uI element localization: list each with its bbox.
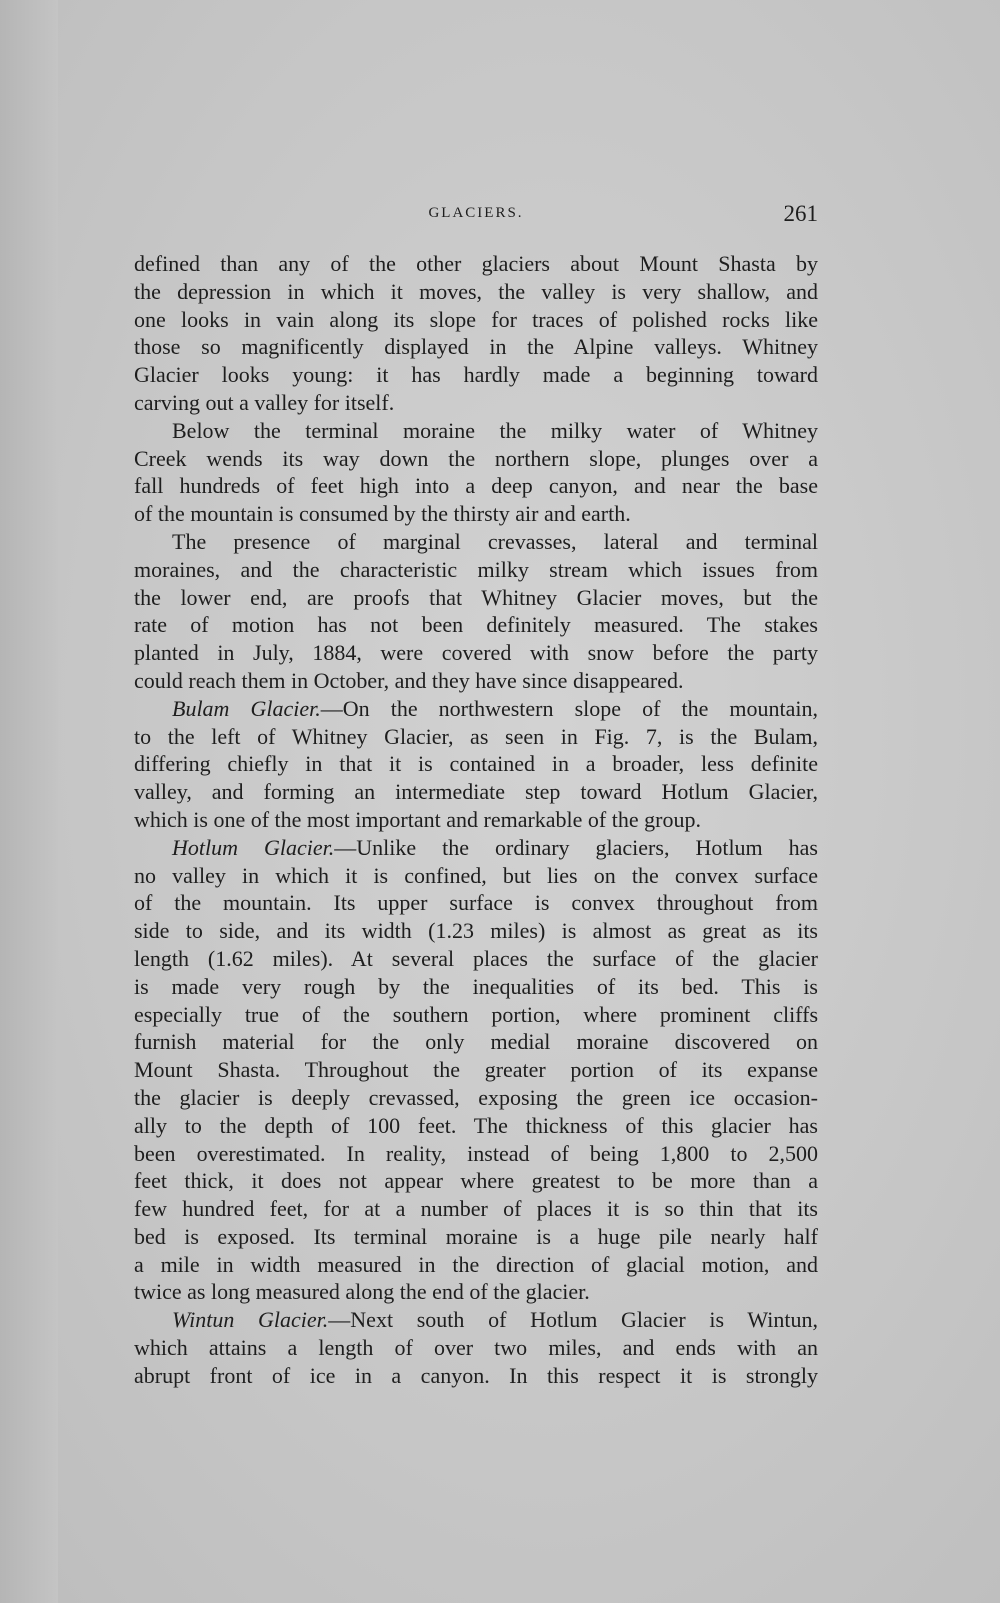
text-line: been overestimated. In reality, instead of being 1,800 to 2,500 — [134, 1140, 818, 1166]
text-line: which attains a length of over two miles, and ends with an — [134, 1335, 818, 1361]
paragraph-start-line: Below the terminal moraine the milky water of Whitney — [172, 417, 818, 443]
text-line: carving out a valley for itself. — [134, 389, 395, 415]
text-line: to the left of Whitney Glacier, as seen in Fig. 7, is the Bulam, — [134, 723, 818, 749]
text-line: especially true of the southern portion, where prominent cliffs — [134, 1001, 818, 1027]
text-line: furnish material for the only medial moraine discovered on — [134, 1029, 818, 1055]
text-line: the glacier is deeply crevassed, exposing the green ice occasion- — [134, 1084, 818, 1110]
text-line: moraines, and the characteristic milky stream which issues from — [134, 556, 818, 582]
text-line: ally to the depth of 100 feet. The thickness of this glacier has — [134, 1112, 818, 1138]
paragraph-start-line: Hotlum Glacier.—Unlike the ordinary glaciers, Hotlum has — [172, 834, 818, 860]
text-line: which is one of the most important and remarkable of the group. — [134, 806, 701, 832]
paragraph-start-line: The presence of marginal crevasses, lateral and terminal — [172, 528, 818, 554]
text-line: those so magnificently displayed in the Alpine valleys. Whitney — [134, 334, 818, 360]
text-line: is made very rough by the inequalities of its bed. This is — [134, 973, 818, 999]
text-line: length (1.62 miles). At several places the surface of the glacier — [134, 945, 818, 971]
text-line: Mount Shasta. Throughout the greater portion of its expanse — [134, 1057, 818, 1083]
text-line: of the mountain. Its upper surface is convex throughout from — [134, 890, 818, 916]
text-line: feet thick, it does not appear where greatest to be more than a — [134, 1168, 818, 1194]
text-line: valley, and forming an intermediate step toward Hotlum Glacier, — [134, 779, 818, 805]
page-number: 261 — [783, 201, 818, 226]
text-line: of the mountain is consumed by the thirsty air and earth. — [134, 501, 631, 527]
running-head — [134, 201, 818, 235]
text-line: the depression in which it moves, the valley is very shallow, and — [134, 278, 818, 304]
section-heading-wintun: Wintun Glacier. — [172, 1307, 329, 1333]
text-line: abrupt front of ice in a canyon. In this respect it is strongly — [134, 1362, 818, 1388]
text-line: the lower end, are proofs that Whitney Glacier moves, but the — [134, 584, 818, 610]
text-line: planted in July, 1884, were covered with snow before the party — [134, 640, 818, 666]
running-title: GLACIERS. — [428, 205, 524, 221]
text-line: Glacier looks young: it has hardly made a beginning toward — [134, 362, 818, 388]
text-line: few hundred feet, for at a number of places it is so thin that its — [134, 1196, 818, 1222]
text-line: bed is exposed. Its terminal moraine is a huge pile nearly half — [134, 1223, 818, 1249]
text-line: Creek wends its way down the northern slope, plunges over a — [134, 445, 818, 471]
text-line: twice as long measured along the end of the glacier. — [134, 1279, 590, 1305]
paragraph-start-line: Bulam Glacier.—On the northwestern slope of the mountain, — [172, 695, 818, 721]
section-heading-bulam: Bulam Glacier. — [172, 695, 321, 721]
text-line: differing chiefly in that it is contained in a broader, less definite — [134, 751, 818, 777]
text-line: side to side, and its width (1.23 miles) is almost as great as its — [134, 918, 818, 944]
text-line: defined than any of the other glaciers about Mount Shasta by — [134, 251, 818, 276]
text-line: fall hundreds of feet high into a deep canyon, and near the base — [134, 473, 818, 499]
paragraph-start-line: Wintun Glacier.—Next south of Hotlum Glacier is Wintun, — [172, 1307, 819, 1333]
text-line: one looks in vain along its slope for traces of polished rocks like — [134, 306, 818, 332]
text-line: could reach them in October, and they have since disappeared. — [134, 667, 684, 693]
text-line: rate of motion has not been definitely measured. The stakes — [134, 612, 818, 638]
text-line: no valley in which it is confined, but lies on the convex surface — [134, 862, 818, 888]
body-text — [134, 250, 818, 1390]
page-edge-shadow — [0, 0, 58, 1603]
section-heading-hotlum: Hotlum Glacier. — [172, 834, 335, 860]
text-line: a mile in width measured in the direction of glacial motion, and — [134, 1251, 818, 1277]
